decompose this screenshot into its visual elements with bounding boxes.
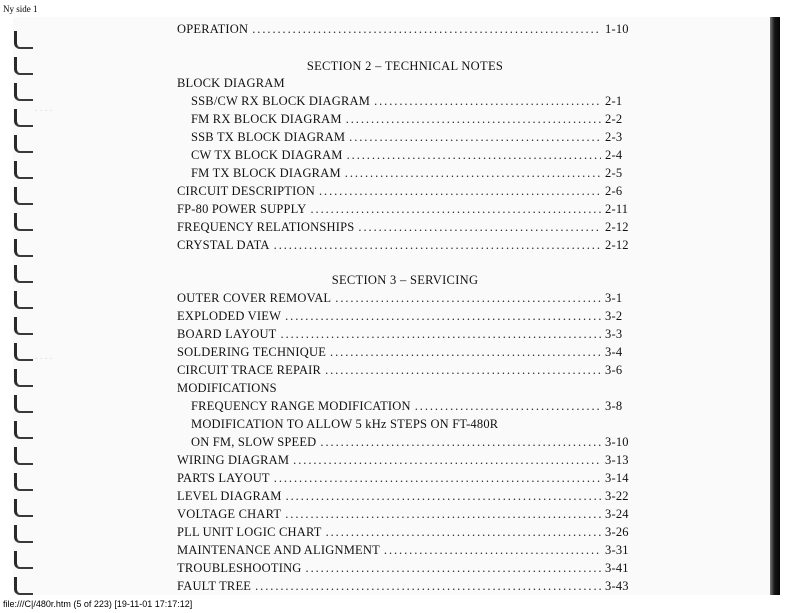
toc-entry-label: OUTER COVER REMOVAL bbox=[177, 291, 332, 305]
dot-leader bbox=[306, 561, 601, 576]
toc-entry bbox=[177, 238, 633, 255]
toc-entry-label: OPERATION bbox=[177, 22, 249, 36]
toc-entry bbox=[177, 291, 633, 308]
toc-entry bbox=[177, 220, 633, 237]
binding-ring bbox=[14, 317, 33, 335]
dot-leader bbox=[330, 345, 601, 360]
page-edge-shadow bbox=[770, 17, 780, 595]
binding-ring bbox=[14, 83, 33, 101]
toc-entry-page: 3-1 bbox=[605, 291, 623, 305]
toc-entry bbox=[177, 309, 633, 326]
binding-ring bbox=[14, 499, 33, 517]
toc-entry-label: WIRING DIAGRAM bbox=[177, 453, 290, 467]
toc-entry-page: 2-2 bbox=[605, 112, 623, 126]
toc-entry-label: CW TX BLOCK DIAGRAM bbox=[191, 148, 343, 162]
toc-entry-label: FM RX BLOCK DIAGRAM bbox=[191, 112, 342, 126]
dot-leader bbox=[320, 435, 601, 450]
dot-leader bbox=[325, 363, 601, 378]
toc-entry-label: CIRCUIT DESCRIPTION bbox=[177, 184, 315, 198]
toc-entry-label: FP-80 POWER SUPPLY bbox=[177, 202, 307, 216]
toc-entry bbox=[177, 327, 633, 344]
browser-print-footer: file:///C|/480r.htm (5 of 223) [19-11-01 17:17:12] bbox=[3, 599, 193, 609]
toc-entry bbox=[177, 453, 633, 470]
binding-ring bbox=[14, 239, 33, 257]
toc-entry-label: BLOCK DIAGRAM bbox=[177, 76, 285, 90]
binding-ring bbox=[14, 213, 33, 231]
toc-entry-page: 2-4 bbox=[605, 148, 623, 162]
toc-entry-page: 3-2 bbox=[605, 309, 623, 323]
dot-leader bbox=[274, 471, 601, 486]
toc-entry-label: MODIFICATION TO ALLOW 5 kHz STEPS ON FT-480R bbox=[191, 417, 499, 431]
toc-entry-label: BOARD LAYOUT bbox=[177, 327, 277, 341]
dot-leader bbox=[293, 453, 601, 468]
binding-ring bbox=[14, 291, 33, 309]
binding-ring bbox=[14, 395, 33, 413]
dot-leader bbox=[335, 291, 601, 306]
toc-entry bbox=[177, 130, 633, 147]
toc-entry bbox=[177, 543, 633, 560]
binding-ring bbox=[14, 109, 33, 127]
bleed-through-mark: . . . . bbox=[35, 351, 53, 362]
toc-entry-label: CRYSTAL DATA bbox=[177, 238, 270, 252]
toc-entry-page: 3-43 bbox=[605, 579, 629, 593]
dot-leader bbox=[415, 399, 601, 414]
toc-entry bbox=[177, 166, 633, 183]
dot-leader bbox=[384, 543, 601, 558]
toc-entry-label: SSB TX BLOCK DIAGRAM bbox=[191, 130, 346, 144]
toc-entry-page: 2-1 bbox=[605, 94, 623, 108]
binding-ring bbox=[14, 421, 33, 439]
binding-ring bbox=[14, 343, 33, 361]
toc-entry-label: MAINTENANCE AND ALIGNMENT bbox=[177, 543, 380, 557]
toc-entry-label: FREQUENCY RELATIONSHIPS bbox=[177, 220, 355, 234]
toc-entry bbox=[177, 381, 633, 398]
toc-entry-operation bbox=[177, 22, 633, 39]
toc-entry-page: 3-10 bbox=[605, 435, 629, 449]
toc-entry bbox=[177, 579, 633, 595]
dot-leader bbox=[319, 184, 601, 199]
binding-ring bbox=[14, 447, 33, 465]
bleed-through-mark: . . . . bbox=[35, 103, 53, 114]
dot-leader bbox=[310, 202, 601, 217]
dot-leader bbox=[358, 220, 601, 235]
toc-entry-page: 3-14 bbox=[605, 471, 629, 485]
toc-entry-label: SOLDERING TECHNIQUE bbox=[177, 345, 327, 359]
binding-ring bbox=[14, 135, 33, 153]
toc-entry-page: 1-10 bbox=[605, 22, 629, 36]
binding-ring bbox=[14, 161, 33, 179]
toc-entry-label: EXPLODED VIEW bbox=[177, 309, 282, 323]
dot-leader bbox=[349, 130, 601, 145]
toc-entry-label: FREQUENCY RANGE MODIFICATION bbox=[191, 399, 411, 413]
toc-entry-page: 2-11 bbox=[605, 202, 629, 216]
toc-entry-page: 3-3 bbox=[605, 327, 623, 341]
dot-leader bbox=[285, 309, 601, 324]
browser-print-header: Ny side 1 bbox=[3, 4, 38, 14]
dot-leader bbox=[346, 112, 601, 127]
toc-entry-label: PLL UNIT LOGIC CHART bbox=[177, 525, 322, 539]
dot-leader bbox=[255, 579, 601, 594]
toc-entry-label: TROUBLESHOOTING bbox=[177, 561, 302, 575]
toc-entry-page: 3-41 bbox=[605, 561, 629, 575]
toc-entry bbox=[177, 345, 633, 362]
binding-ring bbox=[14, 31, 33, 49]
toc-entry bbox=[177, 202, 633, 219]
toc-entry bbox=[177, 471, 633, 488]
dot-leader bbox=[374, 94, 601, 109]
toc-entry bbox=[177, 184, 633, 201]
toc-entry bbox=[177, 525, 633, 542]
binding-ring bbox=[14, 265, 33, 283]
binding-ring bbox=[14, 473, 33, 491]
toc-entry bbox=[177, 148, 633, 165]
toc-entry bbox=[177, 399, 633, 416]
toc-entry-page: 3-6 bbox=[605, 363, 623, 377]
scanned-page bbox=[13, 17, 780, 595]
dot-leader bbox=[252, 22, 601, 37]
toc-entry-page: 3-24 bbox=[605, 507, 629, 521]
toc-entry-page: 2-12 bbox=[605, 238, 629, 252]
toc-entry-page: 2-12 bbox=[605, 220, 629, 234]
dot-leader bbox=[345, 166, 601, 181]
toc-entry-label: FM TX BLOCK DIAGRAM bbox=[191, 166, 341, 180]
toc-entry-page: 3-26 bbox=[605, 525, 629, 539]
dot-leader bbox=[286, 489, 601, 504]
dot-leader bbox=[281, 327, 601, 342]
toc-entry-label: LEVEL DIAGRAM bbox=[177, 489, 282, 503]
toc-entry bbox=[177, 363, 633, 380]
toc-entry-page: 2-6 bbox=[605, 184, 623, 198]
toc-entry bbox=[177, 561, 633, 578]
binding-ring bbox=[14, 551, 33, 569]
toc-entry-label: MODIFICATIONS bbox=[177, 381, 277, 395]
toc-entry-label: SSB/CW RX BLOCK DIAGRAM bbox=[191, 94, 371, 108]
dot-leader bbox=[274, 238, 601, 253]
toc-entry bbox=[177, 112, 633, 129]
toc-entry-label: PARTS LAYOUT bbox=[177, 471, 270, 485]
toc-entry-page: 2-5 bbox=[605, 166, 623, 180]
binding-ring bbox=[14, 525, 33, 543]
toc-entry-label: VOLTAGE CHART bbox=[177, 507, 282, 521]
toc-entry-page: 3-13 bbox=[605, 453, 629, 467]
dot-leader bbox=[285, 507, 601, 522]
toc-entry bbox=[177, 489, 633, 506]
binding-ring bbox=[14, 577, 33, 595]
toc-entry-page: 3-31 bbox=[605, 543, 629, 557]
section-2-heading: SECTION 2 – TECHNICAL NOTES bbox=[306, 59, 504, 73]
toc-entry bbox=[177, 76, 633, 93]
toc-entry bbox=[177, 435, 633, 452]
toc-entry-page: 2-3 bbox=[605, 130, 623, 144]
toc-entry-page: 3-22 bbox=[605, 489, 629, 503]
toc-entry-label: FAULT TREE bbox=[177, 579, 252, 593]
binding-ring bbox=[14, 369, 33, 387]
dot-leader bbox=[326, 525, 601, 540]
toc-entry-page: 3-4 bbox=[605, 345, 623, 359]
toc-entry-page: 3-8 bbox=[605, 399, 623, 413]
binding-ring bbox=[14, 57, 33, 75]
binding-ring bbox=[14, 187, 33, 205]
toc-entry-label: CIRCUIT TRACE REPAIR bbox=[177, 363, 322, 377]
section-3-heading: SECTION 3 – SERVICING bbox=[331, 273, 479, 287]
dot-leader bbox=[347, 148, 601, 163]
toc-entry bbox=[177, 94, 633, 111]
toc-entry bbox=[177, 507, 633, 524]
toc-entry-label: ON FM, SLOW SPEED bbox=[191, 435, 317, 449]
toc-entry bbox=[177, 417, 633, 434]
